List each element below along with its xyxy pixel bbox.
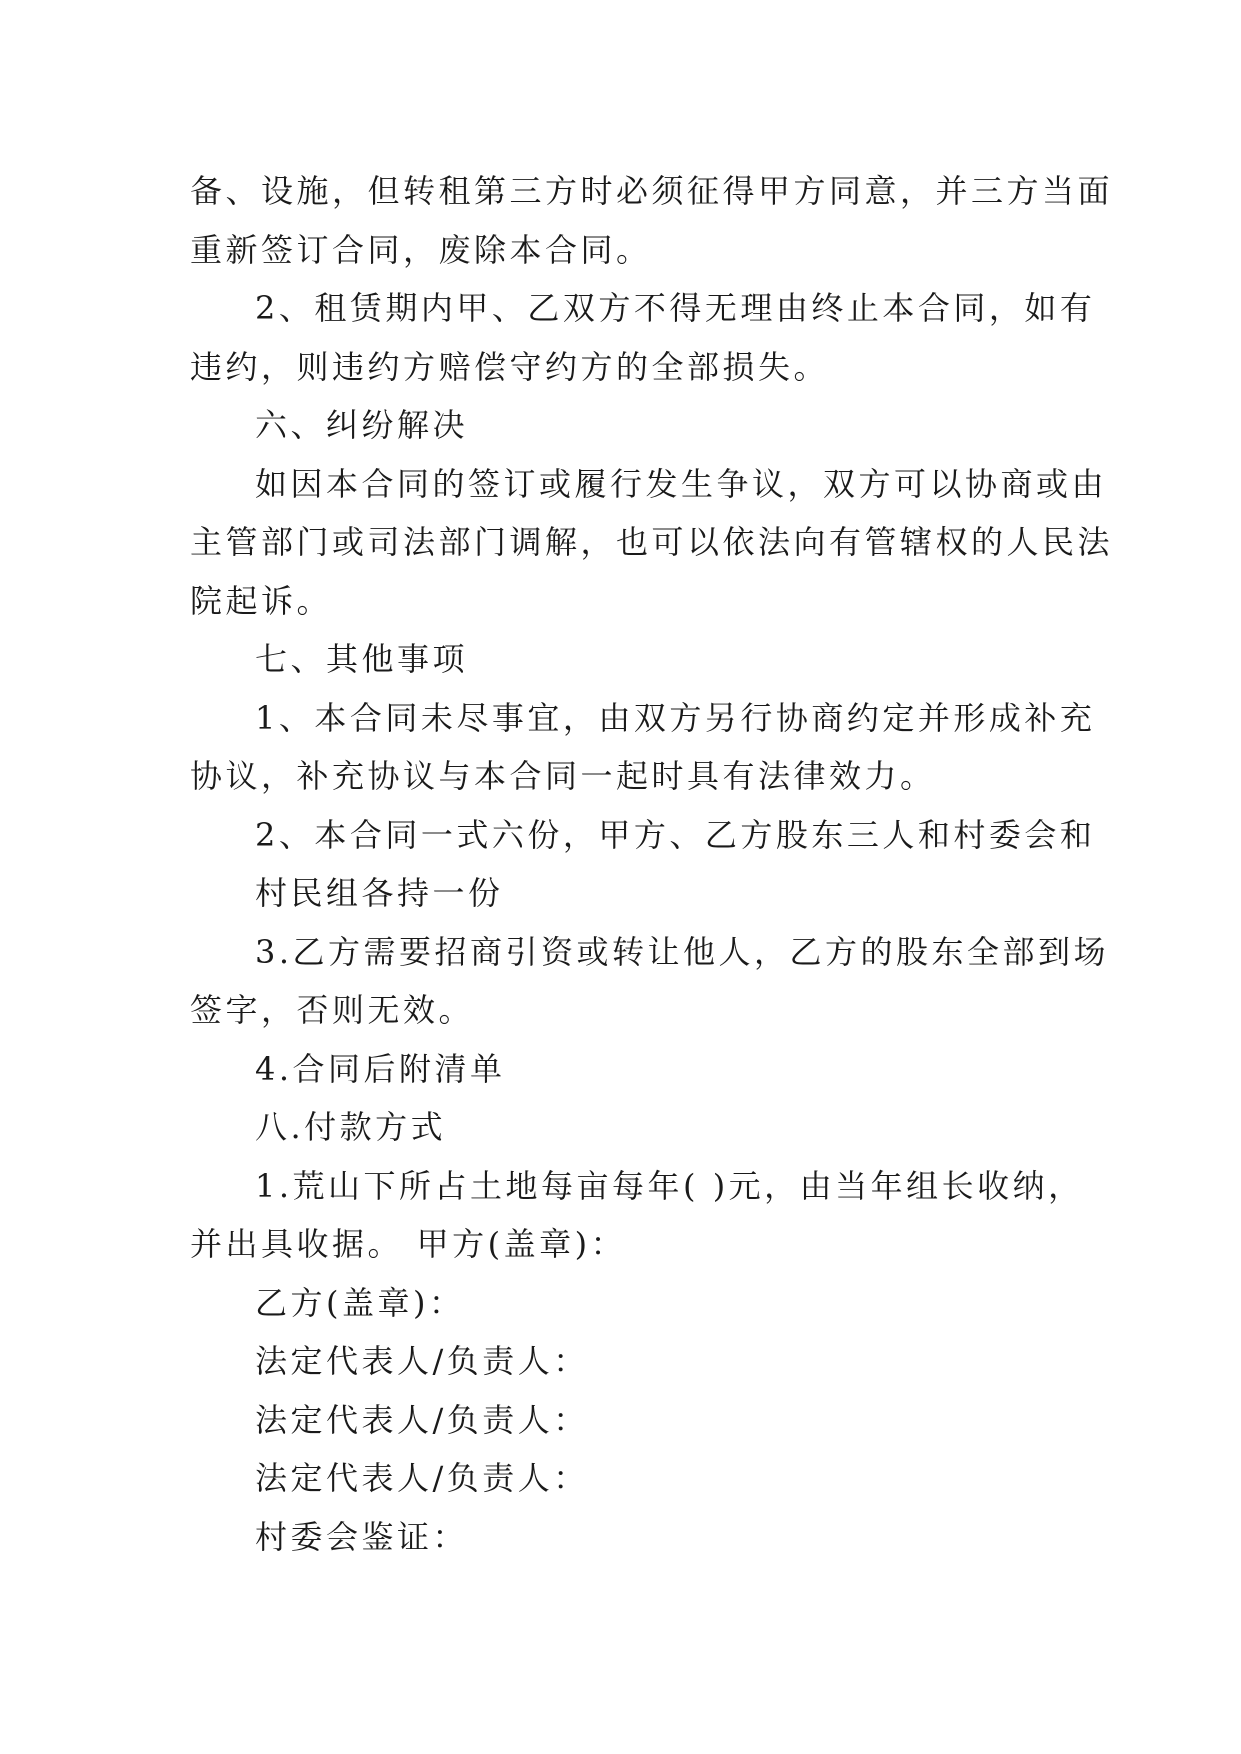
text-line: 签字，否则无效。 [190, 991, 475, 1029]
signature-line: 法定代表人/负责人： [255, 1459, 589, 1497]
signature-line: 村委会鉴证： [255, 1517, 469, 1556]
signature-line: 法定代表人/负责人： [255, 1342, 589, 1380]
text-line: 主管部门或司法部门调解，也可以依法向有管辖权的人民法 [190, 523, 1114, 561]
text-line: 备、设施，但转租第三方时必须征得甲方同意，并三方当面 [190, 172, 1114, 210]
text-line: 1、本合同未尽事宜，由双方另行协商约定并形成补充 [255, 698, 1096, 737]
text-line: 院起诉。 [190, 581, 333, 620]
text-line: 2、租赁期内甲、乙双方不得无理由终止本合同，如有 [255, 289, 1096, 327]
text-line: 2、本合同一式六份，甲方、乙方股东三人和村委会和 [255, 815, 1096, 854]
text-line: 协议，补充协议与本合同一起时具有法律效力。 [190, 757, 936, 795]
text-line: 如因本合同的签订或履行发生争议，双方可以协商或由 [255, 464, 1108, 503]
text-line: 并出具收据。 甲方(盖章)： [190, 1225, 627, 1263]
text-line: 违约，则违约方赔偿守约方的全部损失。 [190, 347, 830, 386]
text-line: 村民组各持一份 [255, 874, 504, 912]
signature-line: 法定代表人/负责人： [255, 1400, 589, 1439]
text-line: 3.乙方需要招商引资或转让他人，乙方的股东全部到场 [255, 932, 1110, 971]
section-heading: 七、其他事项 [255, 640, 469, 678]
section-heading: 六、纠纷解决 [255, 406, 469, 444]
text-line: 1.荒山下所占土地每亩每年( )元，由当年组长收纳， [255, 1166, 1084, 1205]
text-line: 重新签订合同，废除本合同。 [190, 230, 652, 269]
text-line: 4.合同后附清单 [255, 1049, 506, 1088]
signature-line: 乙方(盖章)： [255, 1283, 465, 1322]
document-body [190, 162, 1114, 1566]
section-heading: 八.付款方式 [255, 1108, 447, 1146]
